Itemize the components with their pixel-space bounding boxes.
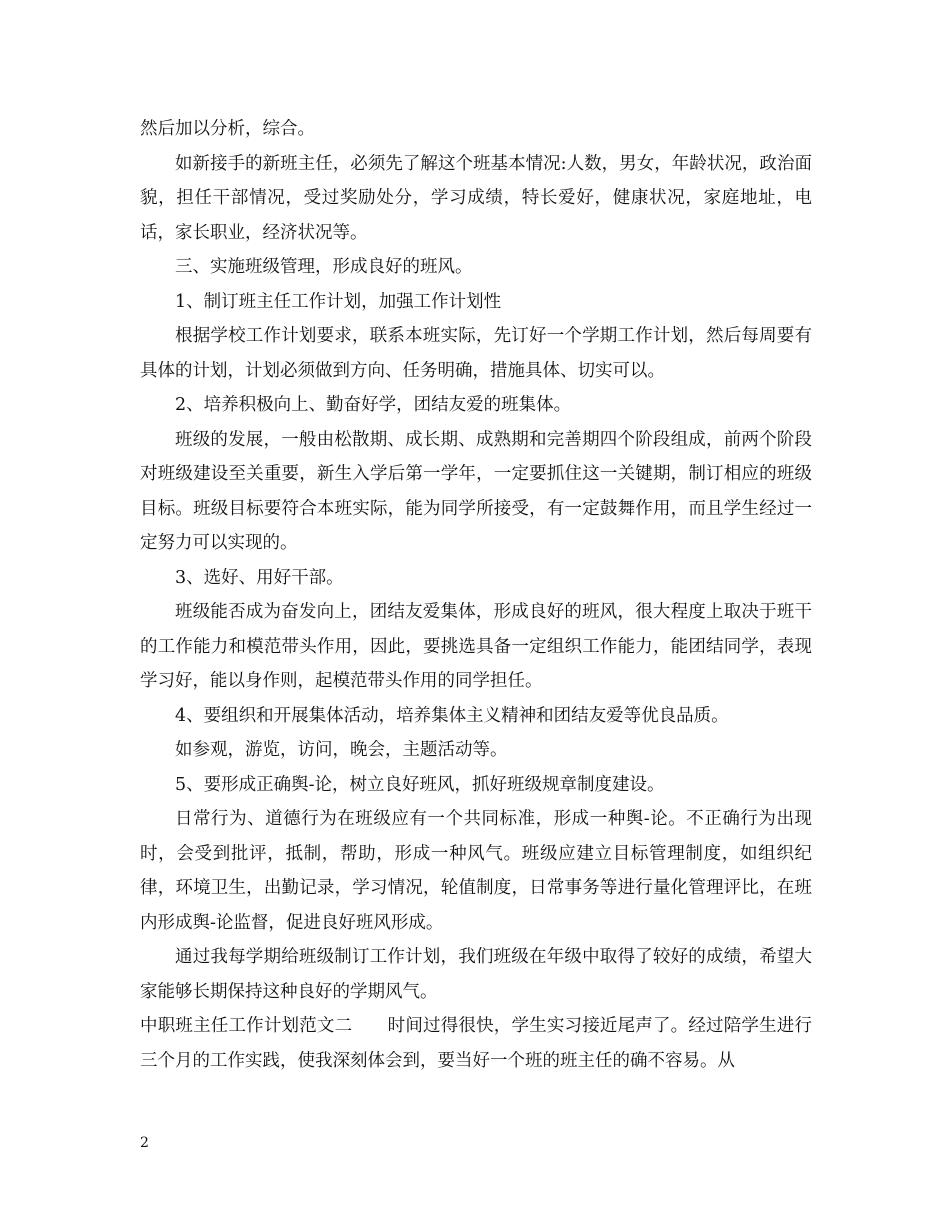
paragraph: 根据学校工作计划要求，联系本班实际，先订好一个学期工作计划，然后每周要有具体的计划，计划必须做到方向、任务明确，措施具体、切实可以。	[140, 326, 812, 381]
paragraph: 如新接手的新班主任，必须先了解这个班基本情况:人数，男女，年龄状况，政治面貌，担任干部情况，受过奖励处分，学习成绩，特长爱好，健康状况，家庭地址，电话，家长职业，经济状况等。	[140, 153, 812, 243]
list-item-heading: 2、培养积极向上、勤奋好学，团结友爱的班集体。	[175, 395, 572, 415]
list-item-heading: 3、选好、用好干部。	[175, 567, 344, 588]
paragraph: 班级能否成为奋发向上，团结友爱集体，形成良好的班风，很大程度上取决于班干的工作能力和模范带头作用，因此，要挑选具备一定组织工作能力，能团结同学，表现学习好，能以身作则，起模范带头作用的同学担任。	[140, 602, 812, 691]
list-item-heading: 5、要形成正确舆-论，树立良好班风，抓好班级规章制度建设。	[175, 774, 665, 795]
body-text	[140, 112, 812, 1078]
list-item-heading: 4、要组织和开展集体活动，培养集体主义精神和团结友爱等优良品质。	[175, 705, 729, 726]
paragraph: 日常行为、道德行为在班级应有一个共同标准，形成一种舆-论。不正确行为出现时，会受到批评，抵制，帮助，形成一种风气。班级应建立目标管理制度，如组织纪律，环境卫生，出勤记录，学习情况，轮值制度，日常事务等进行量化管理评比，在班内形成舆-论监督，促进良好班风形成。	[140, 809, 812, 933]
section-heading: 三、实施班级管理，形成良好的班风。	[175, 257, 473, 277]
page-number: 2	[140, 1135, 149, 1151]
paragraph: 班级的发展，一般由松散期、成长期、成熟期和完善期四个阶段组成，前两个阶段对班级建设至关重要，新生入学后第一学年，一定要抓住这一关键期，制订相应的班级目标。班级目标要符合本班实际，能为同学所接受，有一定鼓舞作用，而且学生经过一定努力可以实现的。	[140, 429, 812, 553]
paragraph: 如参观，游览，访问，晚会，主题活动等。	[175, 740, 508, 760]
list-item-heading: 1、制订班主任工作计划，加强工作计划性	[175, 291, 502, 312]
paragraph: 通过我每学期给班级制订工作计划，我们班级在年级中取得了较好的成绩，希望大家能够长期保持这种良好的学期风气。	[140, 947, 812, 1002]
paragraph: 中职班主任工作计划范文二 时间过得很快，学生实习接近尾声了。经过陪学生进行三个月的工作实践，使我深刻体会到，要当好一个班的班主任的确不容易。从	[140, 1016, 812, 1071]
paragraph: 然后加以分析，综合。	[140, 119, 315, 139]
